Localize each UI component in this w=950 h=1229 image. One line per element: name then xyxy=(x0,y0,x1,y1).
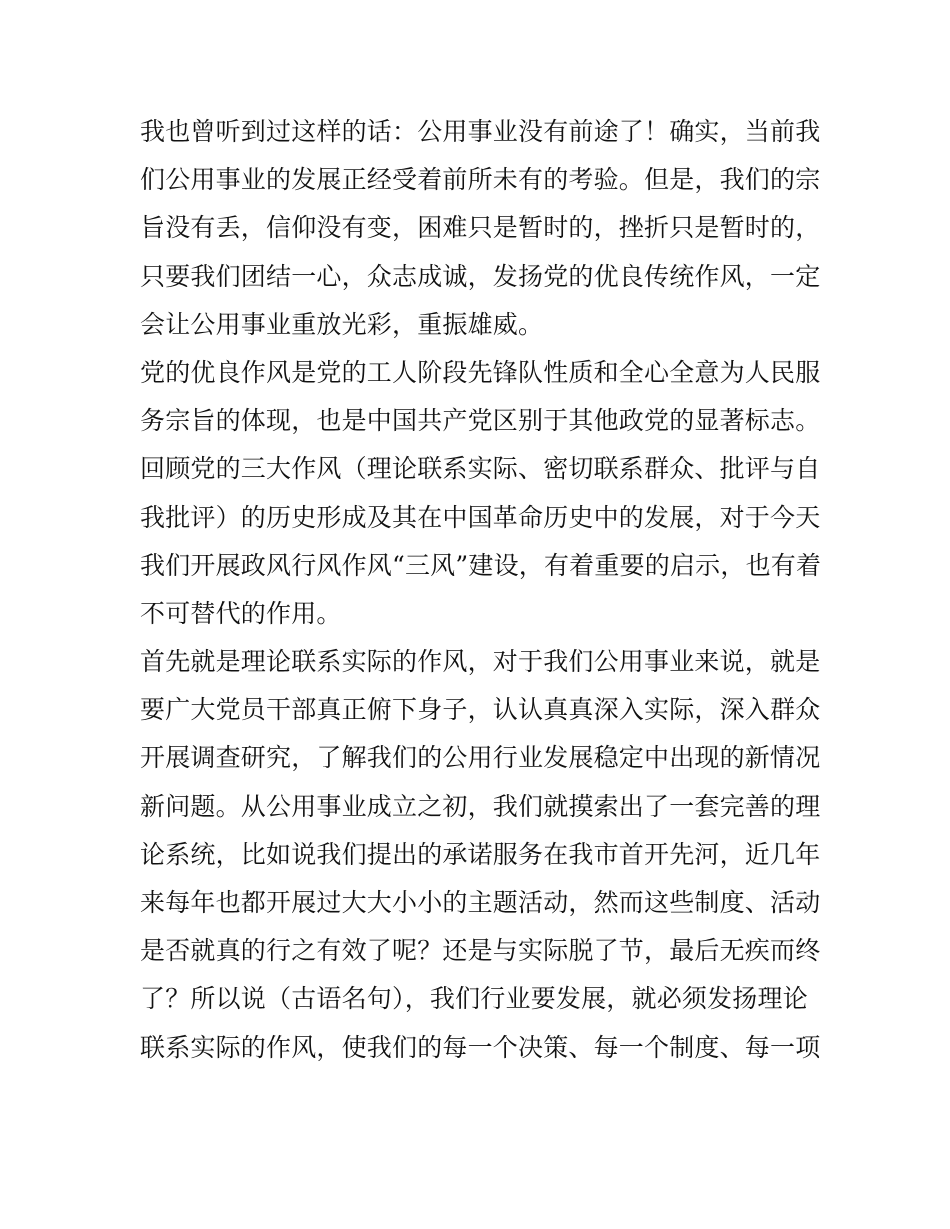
text-line: 首先就是理论联系实际的作风，对于我们公用事业来说，就是 xyxy=(140,647,821,677)
text-line: 我也曾听到过这样的话：公用事业没有前途了！确实，当前我 xyxy=(140,117,821,146)
text-line: 了？所以说（古语名句），我们行业要发展，就必须发扬理论 xyxy=(140,984,808,1014)
text-line: 是否就真的行之有效了呢？还是与实际脱了节，最后无疾而终 xyxy=(140,936,821,966)
text-line: 务宗旨的体现，也是中国共产党区别于其他政党的显著标志。 xyxy=(140,406,821,436)
text-line: 来每年也都开展过大大小小的主题活动，然而这些制度、活动 xyxy=(140,888,821,917)
document-body xyxy=(140,108,822,1072)
text-line: 回顾党的三大作风（理论联系实际、密切联系群众、批评与自 xyxy=(140,454,821,484)
paragraph-1 xyxy=(140,108,821,349)
paragraph-3 xyxy=(140,638,821,1072)
text-line: 开展调查研究，了解我们的公用行业发展稳定中出现的新情况 xyxy=(140,743,821,773)
text-line: 党的优良作风是党的工人阶段先锋队性质和全心全意为人民服 xyxy=(140,357,821,387)
text-line: 新问题。从公用事业成立之初，我们就摸索出了一套完善的理 xyxy=(140,791,821,821)
text-line: 我批评）的历史形成及其在中国革命历史中的发展，对于今天 xyxy=(140,502,821,532)
text-line: 只要我们团结一心，众志成诚，发扬党的优良传统作风，一定 xyxy=(140,261,821,291)
text-line: 论系统，比如说我们提出的承诺服务在我市首开先河，近几年 xyxy=(140,839,821,869)
paragraph-2 xyxy=(140,349,822,638)
text-line: 不可替代的作用。 xyxy=(140,598,342,628)
text-line: 会让公用事业重放光彩，重振雄威。 xyxy=(140,309,544,339)
text-line: 要广大党员干部真正俯下身子，认认真真深入实际，深入群众 xyxy=(140,695,821,725)
text-line: 我们开展政风行风作风“三风”建设，有着重要的启示，也有着 xyxy=(140,550,822,580)
text-line: 旨没有丢，信仰没有变，困难只是暂时的，挫折只是暂时的， xyxy=(140,213,821,243)
text-line: 联系实际的作风，使我们的每一个决策、每一个制度、每一项 xyxy=(140,1032,821,1062)
text-line: 们公用事业的发展正经受着前所未有的考验。但是，我们的宗 xyxy=(140,165,821,195)
